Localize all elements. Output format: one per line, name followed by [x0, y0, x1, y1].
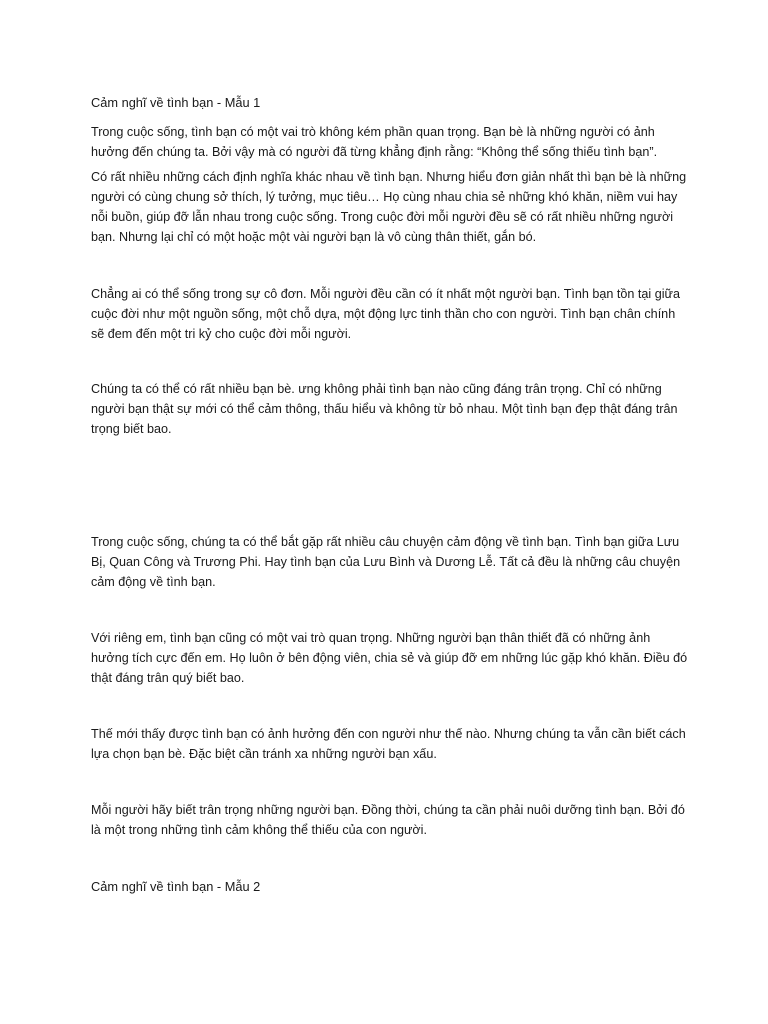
paragraph-2: Có rất nhiều những cách định nghĩa khác nhau về tình bạn. Nhưng hiểu đơn giản nhất thì bạn bè là những người có cùng chung sở thích, lý tưởng, mục tiêu… Họ cùng nhau chia sẻ những khó khăn, niềm vui hay nỗi buồn, giúp đỡ lẫn nhau trong cuộc sống. Trong cuộc đời mỗi người đều sẽ có rất nhiều những người bạn. Nhưng lại chỉ có một hoặc một vài người bạn là vô cùng thân thiết, gắn bó.	[91, 170, 687, 244]
section-heading-1: Cảm nghĩ về tình bạn - Mẫu 1	[91, 95, 261, 110]
paragraph-6: Với riêng em, tình bạn cũng có một vai trò quan trọng. Những người bạn thân thiết đã có những ảnh hưởng tích cực đến em. Họ luôn ở bên động viên, chia sẻ và giúp đỡ em những lúc gặp khó khăn. Điều đó thật đáng trân quý biết bao.	[91, 631, 688, 685]
paragraph-5: Trong cuộc sống, chúng ta có thể bắt gặp rất nhiều câu chuyện cảm động về tình bạn. Tình bạn giữa Lưu Bị, Quan Công và Trương Phi. Hay tình bạn của Lưu Bình và Dương Lễ. Tất cả đều là những câu chuyện cảm động về tình bạn.	[91, 535, 681, 589]
section-heading-2: Cảm nghĩ về tình bạn - Mẫu 2	[91, 879, 261, 894]
paragraph-1: Trong cuộc sống, tình bạn có một vai trò không kém phần quan trọng. Bạn bè là những người có ảnh hưởng đến chúng ta. Bởi vậy mà có người đã từng khẳng định rằng: “Không thể sống thiếu tình bạn”.	[91, 125, 658, 159]
paragraph-8: Mỗi người hãy biết trân trọng những người bạn. Đồng thời, chúng ta cần phải nuôi dưỡng tình bạn. Bởi đó là một trong những tình cảm không thể thiếu của con người.	[91, 803, 685, 837]
paragraph-3: Chẳng ai có thể sống trong sự cô đơn. Mỗi người đều cần có ít nhất một người bạn. Tình bạn tồn tại giữa cuộc đời như một nguồn sống, một chỗ dựa, một động lực tinh thần cho con người. Tình bạn chân chính sẽ đem đến một tri kỷ cho cuộc đời mỗi người.	[91, 287, 680, 341]
paragraph-4: Chúng ta có thể có rất nhiều bạn bè. ưng không phải tình bạn nào cũng đáng trân trọng. Chỉ có những người bạn thật sự mới có thể cảm thông, thấu hiểu và không từ bỏ nhau. Một tình bạn đẹp thật đáng trân trọng biết bao.	[91, 382, 678, 436]
paragraph-7: Thế mới thấy được tình bạn có ảnh hưởng đến con người như thế nào. Nhưng chúng ta vẫn cần biết cách lựa chọn bạn bè. Đặc biệt cần tránh xa những người bạn xấu.	[91, 727, 686, 761]
